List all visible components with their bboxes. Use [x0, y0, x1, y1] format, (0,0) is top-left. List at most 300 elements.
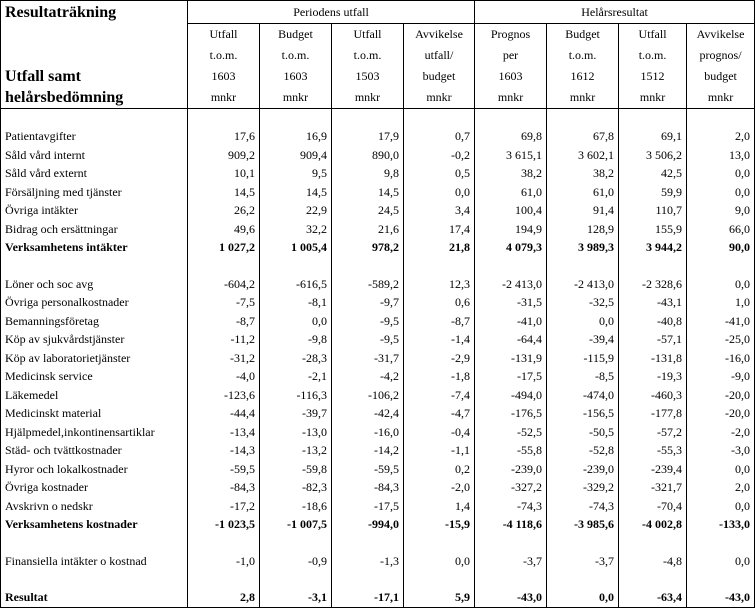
row-label: Patientavgifter [1, 127, 188, 146]
value-cell: 890,0 [332, 146, 404, 165]
value-cell: -43,1 [619, 293, 687, 312]
value-cell: -59,8 [260, 460, 332, 479]
value-cell: 14,5 [260, 183, 332, 202]
value-cell: -1,4 [404, 330, 475, 349]
row-label: Övriga intäkter [1, 201, 188, 220]
value-cell: 0,0 [687, 164, 755, 183]
table-row [1, 293, 755, 312]
value-cell: 0,0 [687, 497, 755, 516]
table-row [1, 164, 755, 183]
value-cell: -9,0 [687, 367, 755, 386]
column-header-line: 1603 [498, 69, 523, 83]
value-cell [619, 109, 687, 128]
value-cell: -15,9 [404, 515, 475, 534]
value-cell: 17,9 [332, 127, 404, 146]
table-row [1, 404, 755, 423]
column-header-line: t.o.m. [638, 48, 667, 62]
value-cell: -474,0 [547, 386, 619, 405]
value-cell: 59,9 [619, 183, 687, 202]
row-label: Bidrag och ersättningar [1, 220, 188, 239]
table-row [1, 238, 755, 257]
table-row [1, 478, 755, 497]
value-cell: 110,7 [619, 201, 687, 220]
value-cell: 0,6 [404, 293, 475, 312]
row-label [1, 257, 188, 275]
value-cell: 38,2 [547, 164, 619, 183]
value-cell: 909,2 [188, 146, 260, 165]
column-header-line: mnkr [569, 90, 596, 104]
value-cell: -2 413,0 [547, 275, 619, 294]
value-cell: 66,0 [687, 220, 755, 239]
value-cell: 3 944,2 [619, 238, 687, 257]
value-cell [332, 570, 404, 588]
value-cell: -18,6 [260, 497, 332, 516]
value-cell: -131,8 [619, 349, 687, 368]
value-cell: 21,8 [404, 238, 475, 257]
row-label [1, 570, 188, 588]
value-cell: -41,0 [475, 312, 547, 331]
row-label: Finansiella intäkter o kostnad [1, 552, 188, 571]
value-cell: 3 602,1 [547, 146, 619, 165]
row-label: Medicinskt material [1, 404, 188, 423]
value-cell [619, 257, 687, 275]
value-cell: -17,2 [188, 497, 260, 516]
value-cell: 0,0 [260, 312, 332, 331]
table-row [1, 201, 755, 220]
value-cell: -239,0 [547, 460, 619, 479]
value-cell [404, 257, 475, 275]
column-header-line: Avvikelse [415, 27, 463, 41]
column-header-line: mnkr [354, 90, 381, 104]
value-cell [332, 534, 404, 552]
value-cell [260, 534, 332, 552]
value-cell: 9,5 [260, 164, 332, 183]
value-cell: -13,4 [188, 423, 260, 442]
table-row [1, 367, 755, 386]
column-header-line: Utfall [638, 27, 667, 41]
row-label: Verksamhetens intäkter [1, 238, 188, 257]
value-cell: 61,0 [475, 183, 547, 202]
value-cell: 978,2 [332, 238, 404, 257]
table-row [1, 183, 755, 202]
row-label: Köp av laboratorietjänster [1, 349, 188, 368]
column-header [260, 24, 332, 109]
value-cell: 17,4 [404, 220, 475, 239]
table-row [1, 220, 755, 239]
value-cell [260, 570, 332, 588]
column-header [687, 24, 755, 109]
column-header-line: 1512 [640, 69, 665, 83]
value-cell: 3,4 [404, 201, 475, 220]
value-cell: -31,7 [332, 349, 404, 368]
column-header-line: t.o.m. [568, 48, 597, 62]
value-cell: -7,4 [404, 386, 475, 405]
value-cell: 10,1 [188, 164, 260, 183]
value-cell: -1,0 [188, 552, 260, 571]
value-cell: 0,0 [687, 183, 755, 202]
column-header-line: mnkr [426, 90, 452, 104]
value-cell: 42,5 [619, 164, 687, 183]
table-body [1, 109, 755, 608]
value-cell: -2 413,0 [475, 275, 547, 294]
column-header [547, 24, 619, 109]
value-cell: -4,2 [332, 367, 404, 386]
column-header-line: Prognos [490, 27, 531, 41]
table-row [1, 312, 755, 331]
value-cell: -116,3 [260, 386, 332, 405]
value-cell: -13,0 [260, 423, 332, 442]
value-cell: 49,6 [188, 220, 260, 239]
value-cell: 17,6 [188, 127, 260, 146]
value-cell: 61,0 [547, 183, 619, 202]
value-cell: -115,9 [547, 349, 619, 368]
value-cell: -25,0 [687, 330, 755, 349]
value-cell: 5,9 [404, 588, 475, 607]
value-cell [547, 109, 619, 128]
value-cell: -4,8 [619, 552, 687, 571]
value-cell: -616,5 [260, 275, 332, 294]
value-cell: -9,5 [332, 312, 404, 331]
value-cell: -2,0 [687, 423, 755, 442]
value-cell: 100,4 [475, 201, 547, 220]
value-cell: -4,7 [404, 404, 475, 423]
value-cell: -31,5 [475, 293, 547, 312]
value-cell: 155,9 [619, 220, 687, 239]
value-cell: 3 615,1 [475, 146, 547, 165]
table-row [1, 386, 755, 405]
value-cell: -239,0 [475, 460, 547, 479]
value-cell: -1,1 [404, 441, 475, 460]
value-cell: 12,3 [404, 275, 475, 294]
value-cell: -50,5 [547, 423, 619, 442]
value-cell: -9,7 [332, 293, 404, 312]
row-label: Såld vård externt [1, 164, 188, 183]
table-row [1, 515, 755, 534]
value-cell: -59,5 [188, 460, 260, 479]
value-cell: 13,0 [687, 146, 755, 165]
value-cell [332, 257, 404, 275]
value-cell [547, 534, 619, 552]
value-cell: 0,0 [547, 588, 619, 607]
value-cell: 21,6 [332, 220, 404, 239]
table-row [1, 460, 755, 479]
value-cell: -32,5 [547, 293, 619, 312]
table-row [1, 570, 755, 588]
value-cell: 14,5 [332, 183, 404, 202]
value-cell: -1 023,5 [188, 515, 260, 534]
value-cell: 3 989,3 [547, 238, 619, 257]
value-cell: 91,4 [547, 201, 619, 220]
row-label: Bemanningsföretag [1, 312, 188, 331]
value-cell [475, 534, 547, 552]
value-cell: 2,8 [188, 588, 260, 607]
table-row [1, 349, 755, 368]
group-header-period: Periodens utfall [188, 1, 475, 24]
value-cell: 0,0 [547, 312, 619, 331]
value-cell [404, 570, 475, 588]
value-cell: -74,3 [547, 497, 619, 516]
column-header-line: t.o.m. [353, 48, 382, 62]
table-row [1, 109, 755, 128]
value-cell: -7,5 [188, 293, 260, 312]
value-cell [188, 109, 260, 128]
value-cell: -44,4 [188, 404, 260, 423]
value-cell: -2,0 [404, 478, 475, 497]
value-cell: -84,3 [188, 478, 260, 497]
value-cell: 0,0 [404, 552, 475, 571]
row-label [1, 109, 188, 128]
value-cell: -329,2 [547, 478, 619, 497]
value-cell: -327,2 [475, 478, 547, 497]
value-cell: -1,8 [404, 367, 475, 386]
value-cell: -55,8 [475, 441, 547, 460]
value-cell: -57,2 [619, 423, 687, 442]
value-cell: -176,5 [475, 404, 547, 423]
value-cell: -0,2 [404, 146, 475, 165]
table-row [1, 146, 755, 165]
column-header-line: Avvikelse [696, 27, 745, 41]
value-cell: 14,5 [188, 183, 260, 202]
value-cell: -106,2 [332, 386, 404, 405]
value-cell: -3,1 [260, 588, 332, 607]
value-cell: -19,3 [619, 367, 687, 386]
value-cell: -59,5 [332, 460, 404, 479]
value-cell: -460,3 [619, 386, 687, 405]
value-cell: -40,8 [619, 312, 687, 331]
column-header-line: 1603 [283, 69, 308, 83]
value-cell: -177,8 [619, 404, 687, 423]
table-row [1, 423, 755, 442]
table-row [1, 534, 755, 552]
value-cell: -8,1 [260, 293, 332, 312]
table-row [1, 588, 755, 607]
value-cell [687, 257, 755, 275]
value-cell: 1,4 [404, 497, 475, 516]
value-cell: -321,7 [619, 478, 687, 497]
value-cell: -52,8 [547, 441, 619, 460]
column-header-line: mnkr [210, 90, 237, 104]
value-cell: 128,9 [547, 220, 619, 239]
row-label: Hjälpmedel,inkontinensartiklar [1, 423, 188, 442]
value-cell: -74,3 [475, 497, 547, 516]
row-label: Verksamhetens kostnader [1, 515, 188, 534]
column-header-line: Budget [278, 27, 313, 41]
title-bottom-line-1: Utfall samt [5, 68, 81, 85]
value-cell: 0,0 [687, 275, 755, 294]
value-cell: 0,5 [404, 164, 475, 183]
value-cell: -604,2 [188, 275, 260, 294]
value-cell: 16,9 [260, 127, 332, 146]
value-cell: -994,0 [332, 515, 404, 534]
value-cell [687, 570, 755, 588]
value-cell: -0,9 [260, 552, 332, 571]
value-cell: -131,9 [475, 349, 547, 368]
column-header-line: mnkr [497, 90, 524, 104]
column-header-line: 1612 [570, 69, 595, 83]
value-cell: -31,2 [188, 349, 260, 368]
value-cell: -16,0 [687, 349, 755, 368]
value-cell: 909,4 [260, 146, 332, 165]
value-cell: 0,7 [404, 127, 475, 146]
value-cell: -2,9 [404, 349, 475, 368]
value-cell: -55,3 [619, 441, 687, 460]
value-cell: -63,4 [619, 588, 687, 607]
value-cell [475, 257, 547, 275]
value-cell: -4 118,6 [475, 515, 547, 534]
value-cell: -43,0 [687, 588, 755, 607]
value-cell: -8,7 [404, 312, 475, 331]
column-header [332, 24, 404, 109]
value-cell: -64,4 [475, 330, 547, 349]
value-cell: -17,1 [332, 588, 404, 607]
value-cell: 2,0 [687, 127, 755, 146]
table-row [1, 441, 755, 460]
value-cell: -3,0 [687, 441, 755, 460]
row-label [1, 534, 188, 552]
value-cell: 0,0 [404, 183, 475, 202]
value-cell: 0,0 [687, 552, 755, 571]
value-cell: -82,3 [260, 478, 332, 497]
value-cell [619, 570, 687, 588]
value-cell: -20,0 [687, 386, 755, 405]
column-header-line: 1603 [211, 69, 236, 83]
value-cell: -41,0 [687, 312, 755, 331]
row-label: Löner och soc avg [1, 275, 188, 294]
value-cell: 9,0 [687, 201, 755, 220]
value-cell: -2,1 [260, 367, 332, 386]
title-bottom-line-2: helårsbedömning [5, 89, 124, 106]
value-cell: -156,5 [547, 404, 619, 423]
value-cell: -39,4 [547, 330, 619, 349]
value-cell: -14,3 [188, 441, 260, 460]
value-cell: -20,0 [687, 404, 755, 423]
column-header-line: Budget [565, 27, 600, 41]
value-cell: -16,0 [332, 423, 404, 442]
column-header-line: per [502, 48, 519, 62]
row-label: Medicinsk service [1, 367, 188, 386]
value-cell: 1,0 [687, 293, 755, 312]
column-header-line: Utfall [353, 27, 382, 41]
column-header-line: mnkr [639, 90, 666, 104]
value-cell: 24,5 [332, 201, 404, 220]
value-cell: -3,7 [475, 552, 547, 571]
value-cell [687, 109, 755, 128]
row-label: Köp av sjukvårdstjänster [1, 330, 188, 349]
value-cell: -0,4 [404, 423, 475, 442]
table-row [1, 127, 755, 146]
value-cell: 1 005,4 [260, 238, 332, 257]
value-cell: -589,2 [332, 275, 404, 294]
row-label: Avskrivn o nedskr [1, 497, 188, 516]
column-header-line: prognos/ [699, 48, 742, 62]
column-header-line: utfall/ [424, 48, 454, 62]
value-cell: -17,5 [332, 497, 404, 516]
value-cell [404, 109, 475, 128]
value-cell: -42,4 [332, 404, 404, 423]
table-row [1, 330, 755, 349]
value-cell [188, 534, 260, 552]
value-cell: 3 506,2 [619, 146, 687, 165]
value-cell: 67,8 [547, 127, 619, 146]
value-cell: -4 002,8 [619, 515, 687, 534]
value-cell [260, 109, 332, 128]
value-cell: -14,2 [332, 441, 404, 460]
value-cell: -133,0 [687, 515, 755, 534]
value-cell: -11,2 [188, 330, 260, 349]
value-cell [188, 257, 260, 275]
value-cell: -84,3 [332, 478, 404, 497]
value-cell: -39,7 [260, 404, 332, 423]
value-cell: 0,0 [687, 460, 755, 479]
table-row [1, 497, 755, 516]
value-cell: -13,2 [260, 441, 332, 460]
column-header-line: mnkr [282, 90, 309, 104]
row-label: Städ- och tvättkostnader [1, 441, 188, 460]
row-label: Övriga personalkostnader [1, 293, 188, 312]
value-cell: 22,9 [260, 201, 332, 220]
value-cell [547, 570, 619, 588]
value-cell: -9,5 [332, 330, 404, 349]
row-label: Försäljning med tjänster [1, 183, 188, 202]
value-cell: -3,7 [547, 552, 619, 571]
value-cell: -8,5 [547, 367, 619, 386]
table-row [1, 257, 755, 275]
row-label: Såld vård internt [1, 146, 188, 165]
value-cell: 2,0 [687, 478, 755, 497]
value-cell [687, 534, 755, 552]
column-header [475, 24, 547, 109]
value-cell: -43,0 [475, 588, 547, 607]
value-cell: -4,0 [188, 367, 260, 386]
value-cell: 0,2 [404, 460, 475, 479]
value-cell: -123,6 [188, 386, 260, 405]
value-cell: 32,2 [260, 220, 332, 239]
value-cell [475, 109, 547, 128]
value-cell: 9,8 [332, 164, 404, 183]
column-header-line: budget [704, 69, 737, 83]
value-cell: -70,4 [619, 497, 687, 516]
table-row [1, 552, 755, 571]
column-header [404, 24, 475, 109]
value-cell: -28,3 [260, 349, 332, 368]
row-label: Övriga kostnader [1, 478, 188, 497]
value-cell: -1 007,5 [260, 515, 332, 534]
row-label: Resultat [1, 588, 188, 607]
value-cell [260, 257, 332, 275]
table-title [1, 1, 188, 109]
value-cell: 1 027,2 [188, 238, 260, 257]
value-cell [475, 570, 547, 588]
table-row [1, 275, 755, 294]
value-cell: 194,9 [475, 220, 547, 239]
column-header [619, 24, 687, 109]
value-cell [188, 570, 260, 588]
column-header-line: 1503 [355, 69, 380, 83]
column-header-line: budget [422, 69, 456, 83]
column-header [188, 24, 260, 109]
column-header-line: t.o.m. [209, 48, 238, 62]
column-header-line: Utfall [209, 27, 238, 41]
title-top: Resultaträkning [5, 4, 117, 21]
value-cell: -9,8 [260, 330, 332, 349]
value-cell: 26,2 [188, 201, 260, 220]
row-label: Hyror och lokalkostnader [1, 460, 188, 479]
group-header-year: Helårsresultat [475, 1, 755, 24]
value-cell: 69,8 [475, 127, 547, 146]
value-cell: -57,1 [619, 330, 687, 349]
value-cell: -494,0 [475, 386, 547, 405]
value-cell: 90,0 [687, 238, 755, 257]
